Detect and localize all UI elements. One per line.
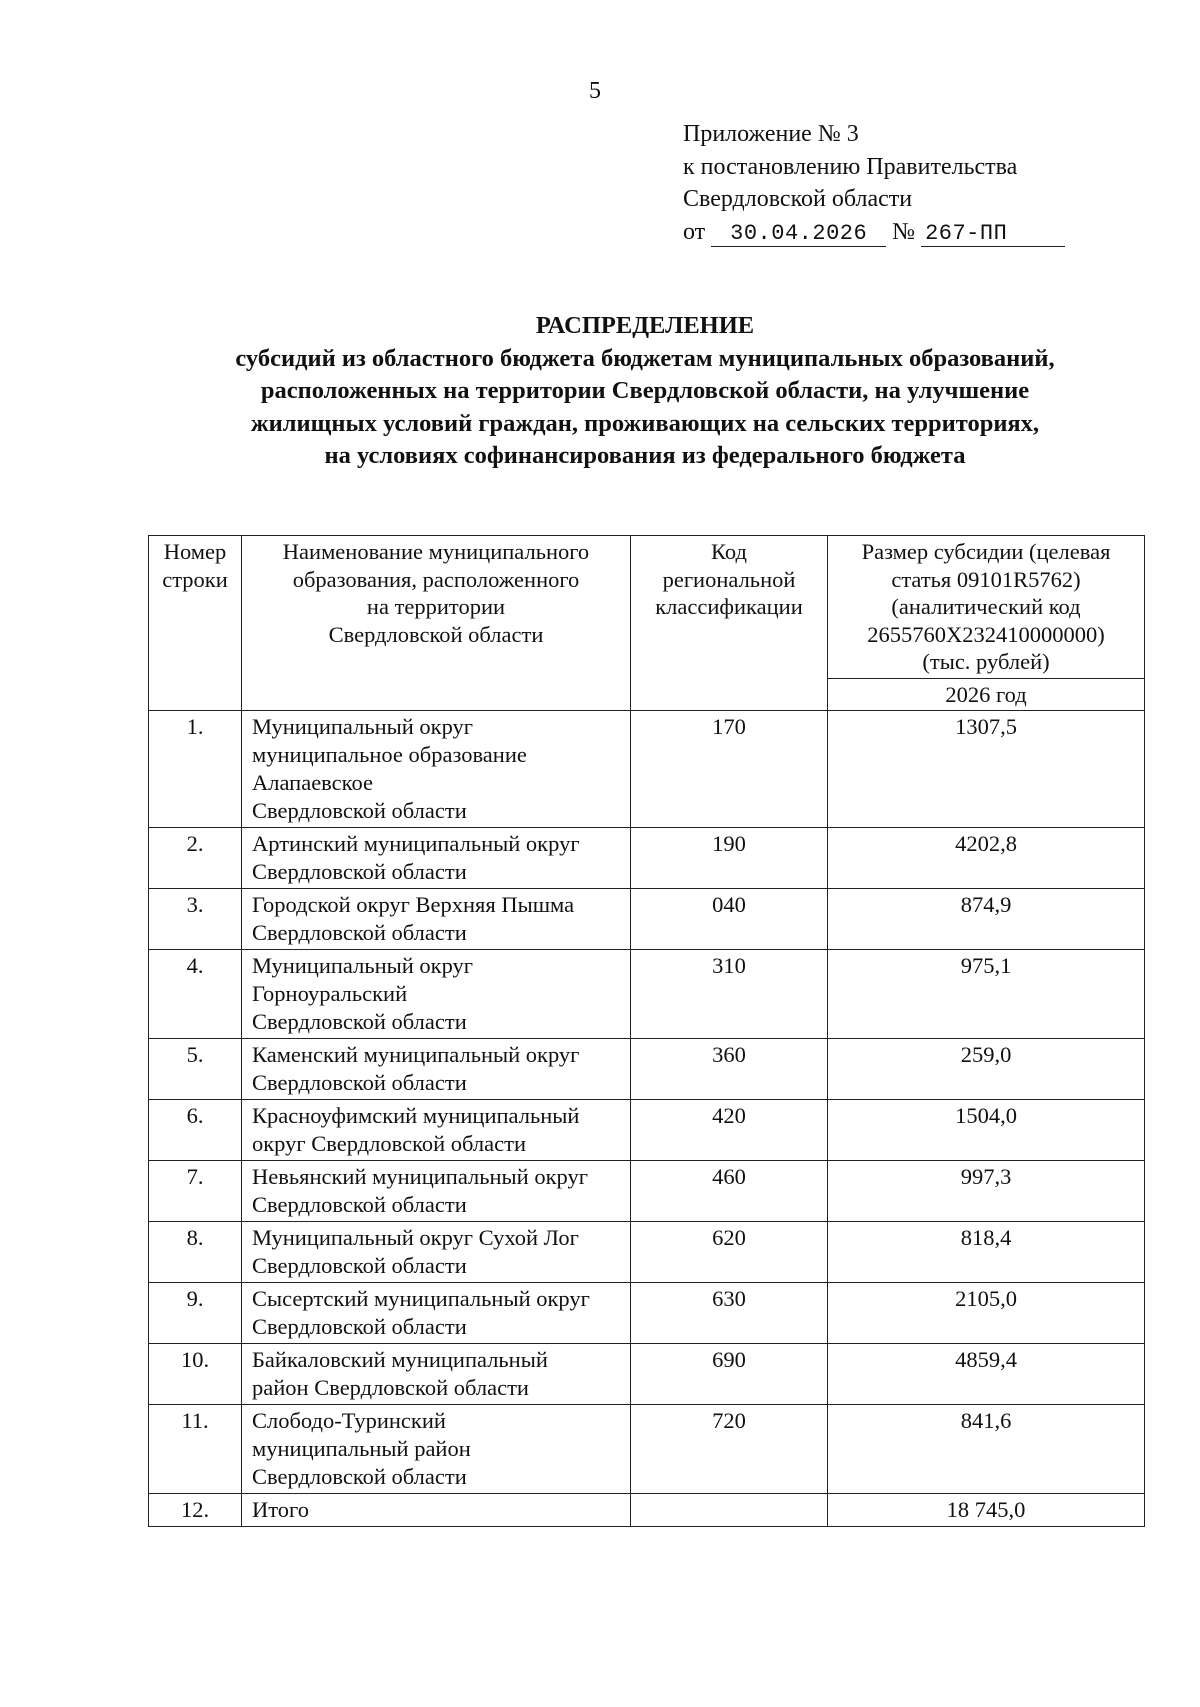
appendix-header bbox=[683, 118, 1065, 248]
appendix-line-2: к постановлению Правительства bbox=[683, 153, 1018, 180]
table-row bbox=[149, 1039, 1145, 1100]
decree-date: 30.04.2026 bbox=[711, 222, 886, 247]
municipality-name-cell bbox=[242, 950, 631, 1039]
table-row bbox=[149, 1100, 1145, 1161]
subsidy-amount-cell: 18 745,0 bbox=[828, 1494, 1145, 1527]
header-row-number: Номер строки bbox=[149, 536, 242, 711]
municipality-name-line: Муниципальный округ bbox=[252, 953, 474, 978]
municipality-name-line: муниципальный район bbox=[252, 1436, 471, 1461]
municipality-name-line: Алапаевское bbox=[252, 770, 373, 795]
municipality-name-line: Артинский муниципальный округ bbox=[252, 831, 580, 856]
row-number-cell: 12. bbox=[149, 1494, 242, 1527]
table-row bbox=[149, 1494, 1145, 1527]
municipality-name-line: Городской округ Верхняя Пышма bbox=[252, 892, 575, 917]
municipality-name-cell bbox=[242, 828, 631, 889]
municipality-name-line: Свердловской области bbox=[252, 1314, 467, 1339]
table-row bbox=[149, 1161, 1145, 1222]
row-number-cell: 11. bbox=[149, 1405, 242, 1494]
municipality-name-line: Свердловской области bbox=[252, 1192, 467, 1217]
header-subsidy-amount: Размер субсидии (целевая статья 09101R5762) (аналитический код 2655760X232410000000) (тыс. рублей) bbox=[828, 536, 1145, 679]
row-number-cell: 9. bbox=[149, 1283, 242, 1344]
municipality-name-line: Свердловской области bbox=[252, 798, 467, 823]
region-code-cell: 310 bbox=[631, 950, 828, 1039]
row-number-cell: 3. bbox=[149, 889, 242, 950]
municipality-name-line: муниципальное образование bbox=[252, 742, 527, 767]
page-number: 5 bbox=[589, 78, 601, 104]
municipality-name-line: Свердловской области bbox=[252, 920, 467, 945]
table-row bbox=[149, 1222, 1145, 1283]
subsidy-amount-cell: 1504,0 bbox=[828, 1100, 1145, 1161]
municipality-name-line: Красноуфимский муниципальный bbox=[252, 1103, 580, 1128]
date-prefix: от bbox=[683, 218, 706, 245]
title-line-4: на условиях софинансирования из федерального бюджета bbox=[324, 442, 966, 469]
table-row bbox=[149, 1283, 1145, 1344]
row-number-cell: 4. bbox=[149, 950, 242, 1039]
row-number-cell: 1. bbox=[149, 711, 242, 828]
subsidy-amount-cell: 259,0 bbox=[828, 1039, 1145, 1100]
region-code-cell: 420 bbox=[631, 1100, 828, 1161]
municipality-name-line: Каменский муниципальный округ bbox=[252, 1042, 580, 1067]
municipality-name-cell bbox=[242, 1161, 631, 1222]
municipality-name-line: Муниципальный округ bbox=[252, 714, 474, 739]
municipality-name-cell bbox=[242, 1494, 631, 1527]
subsidy-amount-cell: 4859,4 bbox=[828, 1344, 1145, 1405]
municipality-name-line: Сысертский муниципальный округ bbox=[252, 1286, 590, 1311]
municipality-name-line: Свердловской области bbox=[252, 859, 467, 884]
region-code-cell: 460 bbox=[631, 1161, 828, 1222]
row-number-cell: 10. bbox=[149, 1344, 242, 1405]
header-municipality-name: Наименование муниципального образования, расположенного на территории Свердловской области bbox=[242, 536, 631, 711]
region-code-cell: 620 bbox=[631, 1222, 828, 1283]
appendix-line-1: Приложение № 3 bbox=[683, 121, 859, 147]
municipality-name-line: Слободо-Туринский bbox=[252, 1408, 446, 1433]
table-row bbox=[149, 1344, 1145, 1405]
municipality-name-cell bbox=[242, 1222, 631, 1283]
region-code-cell: 190 bbox=[631, 828, 828, 889]
municipality-name-cell bbox=[242, 1405, 631, 1494]
table-row bbox=[149, 711, 1145, 828]
document-title bbox=[100, 310, 1190, 473]
municipality-name-line: Горноуральский bbox=[252, 981, 408, 1006]
table-row bbox=[149, 1405, 1145, 1494]
municipality-name-cell bbox=[242, 711, 631, 828]
municipality-name-cell bbox=[242, 1039, 631, 1100]
municipality-name-line: Байкаловский муниципальный bbox=[252, 1347, 548, 1372]
municipality-name-line: Итого bbox=[252, 1497, 309, 1522]
table-row bbox=[149, 950, 1145, 1039]
subsidy-table bbox=[148, 535, 1145, 1527]
subsidy-amount-cell: 4202,8 bbox=[828, 828, 1145, 889]
row-number-cell: 6. bbox=[149, 1100, 242, 1161]
row-number-cell: 2. bbox=[149, 828, 242, 889]
region-code-cell: 630 bbox=[631, 1283, 828, 1344]
table-row bbox=[149, 889, 1145, 950]
subsidy-amount-cell: 841,6 bbox=[828, 1405, 1145, 1494]
row-number-cell: 5. bbox=[149, 1039, 242, 1100]
subsidy-amount-cell: 874,9 bbox=[828, 889, 1145, 950]
municipality-name-line: округ Свердловской области bbox=[252, 1131, 526, 1156]
table-row bbox=[149, 828, 1145, 889]
municipality-name-cell bbox=[242, 1100, 631, 1161]
municipality-name-line: Свердловской области bbox=[252, 1253, 467, 1278]
subsidy-amount-cell: 1307,5 bbox=[828, 711, 1145, 828]
number-prefix: № bbox=[892, 218, 916, 245]
header-year: 2026 год bbox=[828, 678, 1145, 711]
municipality-name-line: Свердловской области bbox=[252, 1464, 467, 1489]
row-number-cell: 7. bbox=[149, 1161, 242, 1222]
table-body bbox=[149, 711, 1145, 1527]
appendix-date-line bbox=[683, 216, 1065, 249]
municipality-name-cell bbox=[242, 1283, 631, 1344]
row-number-cell: 8. bbox=[149, 1222, 242, 1283]
decree-number: 267-ПП bbox=[921, 222, 1065, 247]
subsidy-amount-cell: 997,3 bbox=[828, 1161, 1145, 1222]
municipality-name-cell bbox=[242, 889, 631, 950]
region-code-cell: 040 bbox=[631, 889, 828, 950]
title-line-2: расположенных на территории Свердловской области, на улучшение bbox=[260, 377, 1030, 404]
region-code-cell bbox=[631, 1494, 828, 1527]
region-code-cell: 360 bbox=[631, 1039, 828, 1100]
title-heading: РАСПРЕДЕЛЕНИЕ bbox=[535, 312, 755, 339]
title-line-3: жилищных условий граждан, проживающих на сельских территориях, bbox=[250, 409, 1040, 437]
subsidy-amount-cell: 975,1 bbox=[828, 950, 1145, 1039]
municipality-name-cell bbox=[242, 1344, 631, 1405]
municipality-name-line: Свердловской области bbox=[252, 1070, 467, 1095]
region-code-cell: 720 bbox=[631, 1405, 828, 1494]
municipality-name-line: район Свердловской области bbox=[252, 1375, 529, 1400]
municipality-name-line: Невьянский муниципальный округ bbox=[252, 1164, 588, 1189]
appendix-line-3: Свердловской области bbox=[683, 186, 913, 212]
municipality-name-line: Муниципальный округ Сухой Лог bbox=[252, 1225, 579, 1250]
subsidy-amount-cell: 818,4 bbox=[828, 1222, 1145, 1283]
region-code-cell: 690 bbox=[631, 1344, 828, 1405]
subsidy-amount-cell: 2105,0 bbox=[828, 1283, 1145, 1344]
region-code-cell: 170 bbox=[631, 711, 828, 828]
title-line-1: субсидий из областного бюджета бюджетам муниципальных образований, bbox=[235, 344, 1055, 372]
municipality-name-line: Свердловской области bbox=[252, 1009, 467, 1034]
header-region-code: Код региональной классификации bbox=[631, 536, 828, 711]
